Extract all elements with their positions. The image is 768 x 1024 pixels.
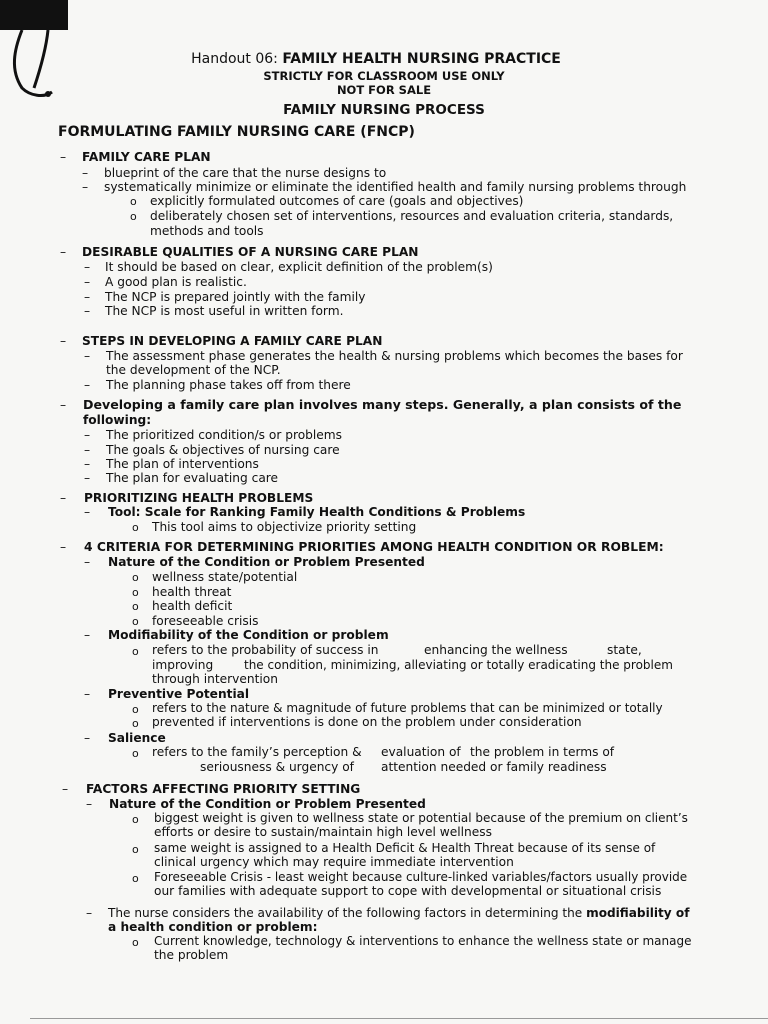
dash: – [86, 797, 93, 811]
list-item: methods and tools [150, 224, 264, 238]
bullet: o [132, 703, 139, 716]
dash: – [60, 334, 67, 348]
list-item: efforts or desire to sustain/maintain high level wellness [154, 825, 492, 839]
list-item: The prioritized condition/s or problems [106, 428, 342, 442]
bullet: o [132, 843, 139, 856]
dash: – [86, 906, 93, 920]
bullet: o [132, 571, 139, 584]
list-item: foreseeable crisis [152, 614, 259, 628]
list-item: through intervention [152, 672, 278, 686]
dash: – [60, 398, 67, 412]
dash: – [60, 245, 67, 259]
list-item: health deficit [152, 599, 233, 613]
list-item: our families with adequate support to cope with developmental or situational crisis [154, 884, 662, 898]
list-item: blueprint of the care that the nurse designs to [104, 166, 387, 180]
list-item: The assessment phase generates the health & nursing problems which becomes the bases for [106, 349, 683, 363]
section-developing-plan-title: Developing a family care plan involves many steps. Generally, a plan consists of the [83, 397, 682, 412]
fncp-title: FORMULATING FAMILY NURSING CARE (FNCP) [58, 124, 415, 140]
list-item: same weight is assigned to a Health Deficit & Health Threat because of its sense of [154, 841, 656, 855]
list-item: Foreseeable Crisis - least weight because culture-linked variables/factors usually provide [154, 870, 688, 884]
bullet: o [132, 521, 139, 534]
bullet: o [132, 645, 139, 658]
dash: – [84, 731, 91, 745]
list-item: biggest weight is given to wellness state or potential because of the premium on client’s [154, 811, 688, 825]
list-item: health threat [152, 585, 232, 599]
list-item: systematically minimize or eliminate the identified health and family nursing problems through [104, 180, 687, 194]
section-prioritizing-title: PRIORITIZING HEALTH PROBLEMS [84, 491, 314, 505]
section-desirable-qualities-title: DESIRABLE QUALITIES OF A NURSING CARE PLAN [82, 245, 419, 259]
list-item: evaluation of [381, 745, 461, 759]
list-item: A good plan is realistic. [105, 275, 247, 289]
list-item: The plan for evaluating care [106, 471, 279, 485]
list-item: seriousness & urgency of [200, 760, 354, 774]
factor-nature: Nature of the Condition or Problem Presented [109, 797, 426, 811]
list-item: refers to the nature & magnitude of future problems that can be minimized or totally [152, 701, 663, 715]
dash: – [82, 180, 89, 194]
list-item: clinical urgency which may require immediate intervention [154, 855, 514, 869]
section-factors-title: FACTORS AFFECTING PRIORITY SETTING [86, 782, 361, 796]
section-family-care-plan-title: FAMILY CARE PLAN [82, 150, 211, 164]
list-item: the problem in terms of [470, 745, 615, 759]
dash: – [84, 457, 91, 471]
list-item: wellness state/potential [152, 570, 298, 584]
dash: – [84, 275, 91, 289]
list-item: enhancing the wellness [424, 643, 568, 657]
list-item: a health condition or problem: [108, 920, 318, 934]
bullet: o [132, 872, 139, 885]
dash: – [84, 555, 91, 569]
list-item: The plan of interventions [106, 457, 259, 471]
list-item: The NCP is prepared jointly with the family [105, 290, 366, 304]
list-item: Current knowledge, technology & interventions to enhance the wellness state or manage [154, 934, 692, 948]
bullet: o [132, 936, 139, 949]
list-item-text: The nurse considers the availability of the following factors in determining the [108, 906, 587, 920]
dash: – [60, 540, 67, 554]
bullet: o [132, 615, 139, 628]
list-item: refers to the family’s perception & [152, 745, 362, 759]
list-item: the condition, minimizing, alleviating or totally eradicating the problem [244, 658, 673, 672]
list-item: explicitly formulated outcomes of care (goals and objectives) [150, 194, 524, 208]
bullet: o [132, 747, 139, 760]
bullet: o [132, 600, 139, 613]
dash: – [84, 628, 91, 642]
dash: – [82, 166, 89, 180]
tool-label: Tool: Scale for Ranking Family Health Conditions & Problems [108, 505, 526, 519]
list-item: This tool aims to objectivize priority setting [152, 520, 417, 534]
list-item: The planning phase takes off from there [106, 378, 351, 392]
criterion-modifiability: Modifiability of the Condition or problem [108, 628, 389, 642]
dash: – [60, 491, 67, 505]
list-item: prevented if interventions is done on the problem under consideration [152, 715, 582, 729]
bullet: o [132, 717, 139, 730]
dash: – [84, 304, 91, 318]
dash: – [62, 782, 69, 796]
process-title: FAMILY NURSING PROCESS [283, 102, 485, 118]
page-bottom-edge [30, 1018, 768, 1019]
list-item: deliberately chosen set of interventions, resources and evaluation criteria, standards, [150, 209, 674, 223]
list-item [108, 906, 689, 921]
dash: – [84, 349, 91, 363]
list-item: the development of the NCP. [106, 363, 281, 377]
dash: – [60, 150, 67, 164]
list-item: It should be based on clear, explicit definition of the problem(s) [105, 260, 493, 274]
dash: – [84, 378, 91, 392]
dash: – [84, 260, 91, 274]
criterion-salience: Salience [108, 731, 166, 745]
criterion-nature: Nature of the Condition or Problem Presented [108, 555, 425, 569]
criterion-preventive: Preventive Potential [108, 687, 250, 701]
list-item: attention needed or family readiness [381, 760, 607, 774]
dash: – [84, 505, 91, 519]
list-item: improving [152, 658, 214, 672]
section-developing-plan-title-cont: following: [83, 413, 152, 427]
dash: – [84, 471, 91, 485]
list-item: The NCP is most useful in written form. [105, 304, 344, 318]
list-item: refers to the probability of success in [152, 643, 379, 657]
section-steps-title: STEPS IN DEVELOPING A FAMILY CARE PLAN [82, 334, 383, 348]
bullet: o [130, 210, 137, 223]
section-criteria-title: 4 CRITERIA FOR DETERMINING PRIORITIES AMONG HEALTH CONDITION OR ROBLEM: [84, 540, 664, 554]
bullet: o [132, 813, 139, 826]
handout-title: Handout 06: FAMILY HEALTH NURSING PRACTICE [191, 51, 561, 67]
modifiability-emphasis: modifiability of [586, 906, 690, 920]
dash: – [84, 443, 91, 457]
bullet: o [132, 586, 139, 599]
bullet: o [130, 195, 137, 208]
list-item: the problem [154, 948, 229, 962]
not-for-sale-notice: NOT FOR SALE [336, 83, 432, 97]
dash: – [84, 428, 91, 442]
list-item: state, [607, 643, 642, 657]
dash: – [84, 687, 91, 701]
dash: – [84, 290, 91, 304]
classroom-notice: STRICTLY FOR CLASSROOM USE ONLY [263, 69, 505, 83]
list-item: The goals & objectives of nursing care [106, 443, 340, 457]
